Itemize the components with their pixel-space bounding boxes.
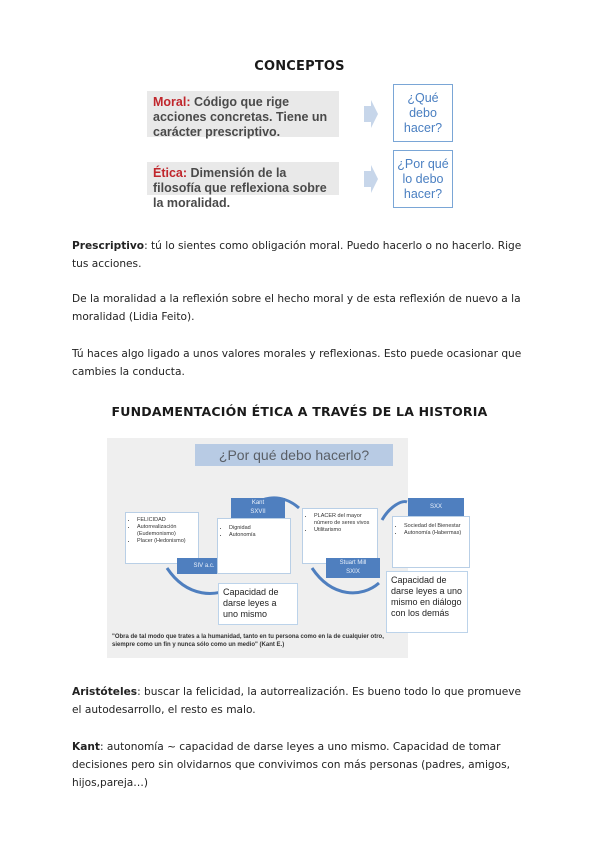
arrow-right-icon: [364, 100, 378, 128]
card-item: • FELICIDAD: [137, 517, 194, 524]
paragraph-text: : autonomía ~ capacidad de darse leyes a uno mismo. Capacidad de tomar decisiones pero sin olvidarnos que convivimos con más personas (padres, amigos, hijos,pareja…): [72, 741, 510, 789]
tag-kant-century: SXVII: [250, 509, 266, 515]
concept-moral-keyword: Moral:: [153, 95, 191, 109]
term-aristoteles: Aristóteles: [72, 686, 138, 698]
tag-stuart-mill: [326, 558, 380, 578]
callout-habermas: Capacidad de darse leyes a uno mismo en diálogo con los demás: [386, 571, 468, 633]
concept-etica-text: Dimensión de la filosofía que reflexiona sobre la moralidad.: [153, 166, 327, 210]
paragraph-prescriptivo: [72, 237, 532, 273]
callout-kant: Capacidad de darse leyes a uno mismo: [218, 583, 298, 625]
card-item: • Autonomía (Habermas): [404, 530, 465, 537]
concept-etica-box: [147, 162, 339, 210]
card-stuart-mill: [302, 508, 378, 564]
page-title: CONCEPTOS: [254, 59, 345, 74]
term-prescriptivo: Prescriptivo: [72, 240, 145, 252]
card-item: • Autorrealización (Eudemonismo): [137, 524, 194, 538]
question-what-text: ¿Qué debo hacer?: [403, 90, 443, 135]
term-kant: Kant: [72, 741, 100, 753]
card-habermas: [392, 516, 470, 568]
tag-kant: [231, 498, 285, 518]
card-item: • PLACER del mayor número de seres vivos: [314, 513, 373, 527]
arrow-right-icon: [364, 165, 378, 193]
card-item: • Autonomía: [229, 532, 286, 539]
paragraph-moralidad: De la moralidad a la reflexión sobre el hecho moral y de esta reflexión de nuevo a la moralidad (Lidia Feito).: [72, 293, 521, 323]
card-item: • Placer (Hedonismo): [137, 538, 194, 545]
card-item: • Sociedad del Bienestar: [404, 523, 465, 530]
concept-etica-keyword: Ética:: [153, 166, 188, 180]
card-aristoteles: [125, 512, 199, 564]
card-kant: [217, 518, 291, 574]
paragraph-kant: [72, 738, 532, 792]
paragraph-aristoteles: [72, 683, 532, 719]
paragraph-valores: Tú haces algo ligado a unos valores morales y reflexionas. Esto puede ocasionar que cambies la conducta.: [72, 348, 522, 378]
card-item: • Dignidad: [229, 525, 286, 532]
tag-stuart-mill-century: SXIX: [346, 569, 360, 575]
card-item: • Utilitarismo: [314, 527, 373, 534]
question-why-text: ¿Por qué lo debo hacer?: [397, 156, 449, 201]
concept-moral-text: Código que rige acciones concretas. Tiene un carácter prescriptivo.: [153, 95, 328, 139]
tag-siv: SIV a.c.: [177, 558, 231, 574]
concept-moral-box: [147, 91, 339, 137]
paragraph-text: : tú lo sientes como obligación moral. Puedo hacerlo o no hacerlo. Rige tus acciones.: [72, 240, 522, 270]
paragraph-text: : buscar la felicidad, la autorrealización. Es bueno todo lo que promueve el autodesarrollo, el resto es malo.: [72, 686, 522, 716]
section-title: FUNDAMENTACIÓN ÉTICA A TRAVÉS DE LA HISTORIA: [111, 404, 488, 419]
tag-sxx: SXX: [408, 498, 464, 516]
question-why-box: [393, 150, 453, 208]
tag-stuart-mill-name: Stuart Mill: [339, 560, 367, 566]
question-what-box: [393, 84, 453, 142]
history-diagram: [107, 438, 408, 658]
diagram-header: ¿Por qué debo hacerlo?: [195, 444, 393, 466]
tag-kant-name: Kant: [251, 500, 265, 506]
kant-quote: "Obra de tal modo que trates a la humanidad, tanto en tu persona como en la de cualquier otro, siempre como un fin y nunca sólo como un medio" (Kant E.): [112, 634, 384, 648]
